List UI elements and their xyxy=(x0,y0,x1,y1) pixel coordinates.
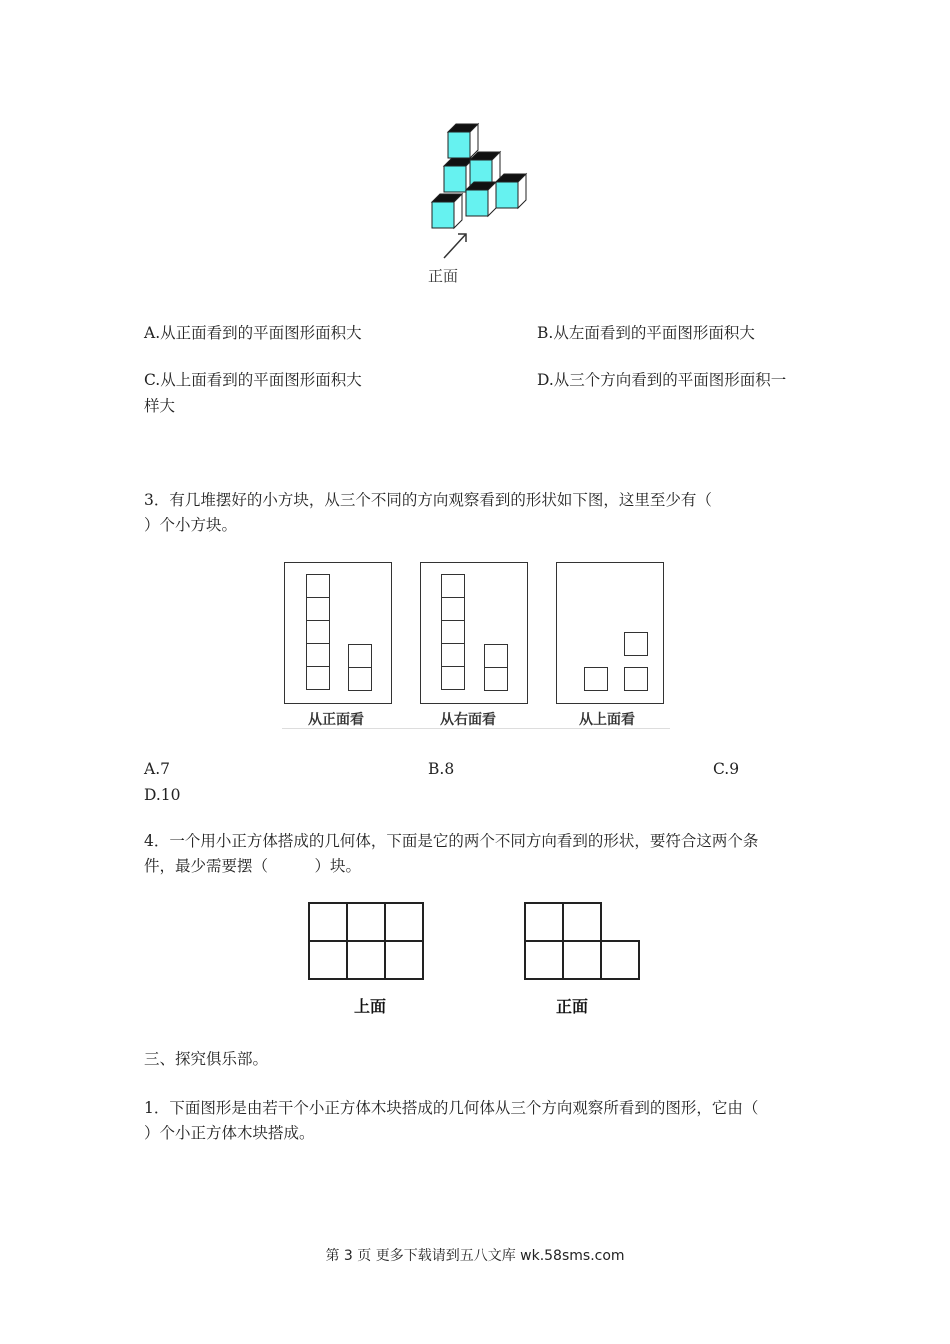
section-heading: 三、探究俱乐部。 xyxy=(144,1050,269,1068)
cube xyxy=(448,124,478,158)
cell xyxy=(524,902,564,942)
top-view-caption: 上面 xyxy=(354,997,387,1016)
cell xyxy=(308,940,348,980)
block xyxy=(441,666,465,690)
q3-views-figure xyxy=(282,560,672,732)
section3-question-1-text-continued: ）个小正方体木块搭成。 xyxy=(144,1124,315,1142)
block xyxy=(441,574,465,598)
question-3-text: 3．有几堆摆好的小方块，从三个不同的方向观察看到的形状如下图，这里至少有（ xyxy=(144,491,712,509)
block xyxy=(441,643,465,667)
block xyxy=(441,620,465,644)
cell xyxy=(384,902,424,942)
option-d-continued: 样大 xyxy=(144,397,176,415)
q3-option-d: D.10 xyxy=(144,786,181,804)
block xyxy=(306,643,330,667)
cell xyxy=(308,902,348,942)
block xyxy=(348,644,372,668)
block xyxy=(484,644,508,668)
right-view-frame xyxy=(420,562,528,704)
q3-option-b: B.8 xyxy=(428,760,455,778)
block xyxy=(441,597,465,621)
question-4-text: 4．一个用小正方体搭成的几何体，下面是它的两个不同方向看到的形状，要符合这两个条 xyxy=(144,832,759,850)
section3-question-1-text: 1．下面图形是由若干个小正方体木块搭成的几何体从三个方向观察所看到的图形，它由（ xyxy=(144,1099,759,1117)
cell xyxy=(346,940,386,980)
right-view-label: 从右面看 xyxy=(440,712,496,728)
option-c: C.从上面看到的平面图形面积大 xyxy=(144,371,362,389)
block xyxy=(306,574,330,598)
cell xyxy=(524,940,564,980)
q4-top-view xyxy=(308,902,428,1022)
cell xyxy=(562,902,602,942)
question-3-text-continued: ）个小方块。 xyxy=(144,516,238,534)
caption-baseline xyxy=(282,728,670,729)
block xyxy=(306,620,330,644)
block xyxy=(484,667,508,691)
cell xyxy=(384,940,424,980)
block xyxy=(624,632,648,656)
cube xyxy=(466,182,496,216)
block xyxy=(584,667,608,691)
q3-option-c: C.9 xyxy=(713,760,740,778)
cube-stack-figure xyxy=(420,120,540,290)
page-footer: 第 3 页 更多下载请到五八文库 wk.58sms.com xyxy=(325,1248,625,1264)
front-label: 正面 xyxy=(428,267,459,285)
top-view-label: 从上面看 xyxy=(579,712,635,728)
cube xyxy=(470,152,500,186)
cell xyxy=(562,940,602,980)
cell xyxy=(600,940,640,980)
block xyxy=(348,667,372,691)
cell xyxy=(346,902,386,942)
block xyxy=(306,666,330,690)
cube xyxy=(432,194,462,228)
front-view-caption: 正面 xyxy=(556,997,589,1016)
front-view-label: 从正面看 xyxy=(308,712,364,728)
cube xyxy=(496,174,526,208)
block xyxy=(624,667,648,691)
front-arrow xyxy=(444,234,466,258)
q3-option-a: A.7 xyxy=(144,760,170,778)
option-a: A.从正面看到的平面图形面积大 xyxy=(144,324,362,342)
front-view-frame xyxy=(284,562,392,704)
q4-front-view xyxy=(524,902,644,1022)
option-b: B.从左面看到的平面图形面积大 xyxy=(537,324,755,342)
question-4-text-continued: 件，最少需要摆（ ）块。 xyxy=(144,857,362,875)
block xyxy=(306,597,330,621)
option-d: D.从三个方向看到的平面图形面积一 xyxy=(537,371,787,389)
